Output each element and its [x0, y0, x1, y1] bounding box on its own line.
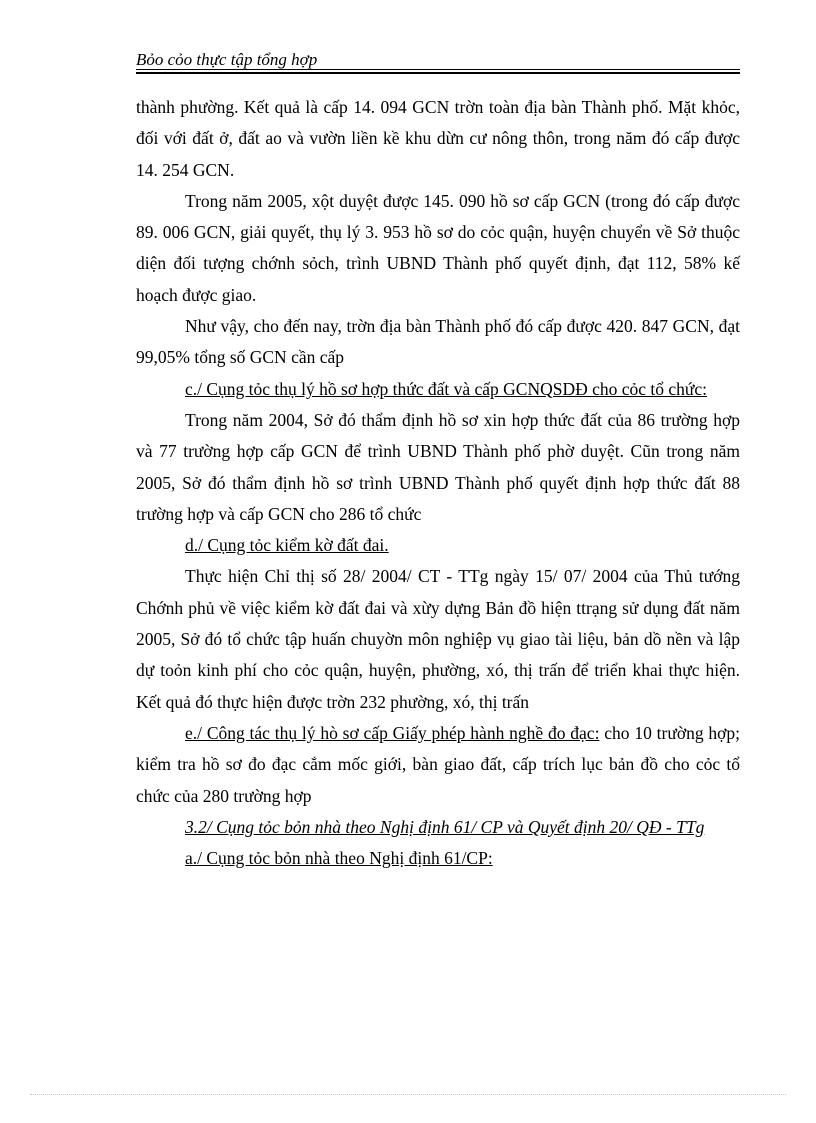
footer-rule	[30, 1094, 786, 1095]
heading-3-2-text: 3.2/ Cụng tỏc bỏn nhà theo Nghị định 61/ CP và Quyết định 20/ QĐ - TTg	[185, 816, 705, 837]
paragraph-land-certificates-continued: thành phường. Kết quả là cấp 14. 094 GCN trờn toàn địa bàn Thành phố. Mặt khỏc, đối với đất ở, đất ao và vườn liền kề khu dừn cư nông thôn, trong năm đó cấp được 14. 254 GCN.	[136, 97, 740, 180]
header-rule-thick	[136, 72, 740, 74]
paragraph-2004-appraisal: Trong năm 2004, Sở đó thẩm định hồ sơ xin hợp thức đất của 86 trường hợp và 77 trường hợp cấp GCN để trình UBND Thành phố phờ duyệt. Cũn trong năm 2005, Sở đó thẩm định hồ sơ trình UBND Thành phố quyết định hợp thức đất 88 trường hợp và cấp GCN cho 286 tổ chức	[136, 409, 740, 524]
header-rule-thin	[136, 69, 740, 70]
heading-d-text: d./ Cụng tỏc kiểm kờ đất đai.	[185, 535, 389, 556]
paragraph-total-certificates: Như vậy, cho đến nay, trờn địa bàn Thành phố đó cấp được 420. 847 GCN, đạt 99,05% tổng số GCN cần cấp	[136, 316, 740, 368]
heading-c-text: c./ Cụng tỏc thụ lý hồ sơ hợp thức đất và cấp GCNQSDĐ cho cỏc tổ chức:	[185, 378, 708, 399]
paragraph-directive-28: Thực hiện Chỉ thị số 28/ 2004/ CT - TTg ngày 15/ 07/ 2004 của Thủ tướng Chớnh phủ về việc kiểm kờ đất đai và xừy dựng Bản đồ hiện ttrạng sử dụng đất năm 2005, Sở đó tổ chức tập huấn chuyờn môn nghiệp vụ giao tài liệu, bản dồ nền và lập dự toỏn kinh phí cho cỏc quận, huyện, phường, xó, thị trấn để triển khai thực hiện. Kết quả đó thực hiện được trờn 232 phường, xó, thị trấn	[136, 566, 740, 712]
paragraph-survey-licenses	[136, 718, 740, 812]
heading-a-text: a./ Cụng tỏc bỏn nhà theo Nghị định 61/CP:	[185, 848, 493, 869]
heading-d-land-inventory	[136, 530, 740, 561]
heading-c-organization-certificates	[136, 374, 740, 405]
heading-e-text: e./ Công tác thụ lý hò sơ cấp Giấy phép hành nghề đo đạc:	[185, 722, 600, 743]
page-header: Bỏo cỏo thực tập tổng hợp	[136, 50, 318, 69]
paragraph-survey-licenses-text: cho 10 trường hợp; kiểm tra hồ sơ đo đạc cắm mốc giới, bàn giao đất, cấp trích lục bản đồ cho cỏc tổ chức của 280 trường hợp	[136, 722, 740, 806]
document-body	[136, 92, 740, 874]
heading-a-house-sales-61	[136, 843, 740, 874]
paragraph-2005-review: Trong năm 2005, xột duyệt được 145. 090 hồ sơ cấp GCN (trong đó cấp được 89. 006 GCN, giải quyết, thụ lý 3. 953 hồ sơ do cỏc quận, huyện chuyển về Sở thuộc diện đối tượng chớnh sỏch, trình UBND Thành phố quyết định, đạt 112, 58% kế hoạch được giao.	[136, 190, 740, 305]
heading-3-2-house-sales	[136, 812, 740, 843]
